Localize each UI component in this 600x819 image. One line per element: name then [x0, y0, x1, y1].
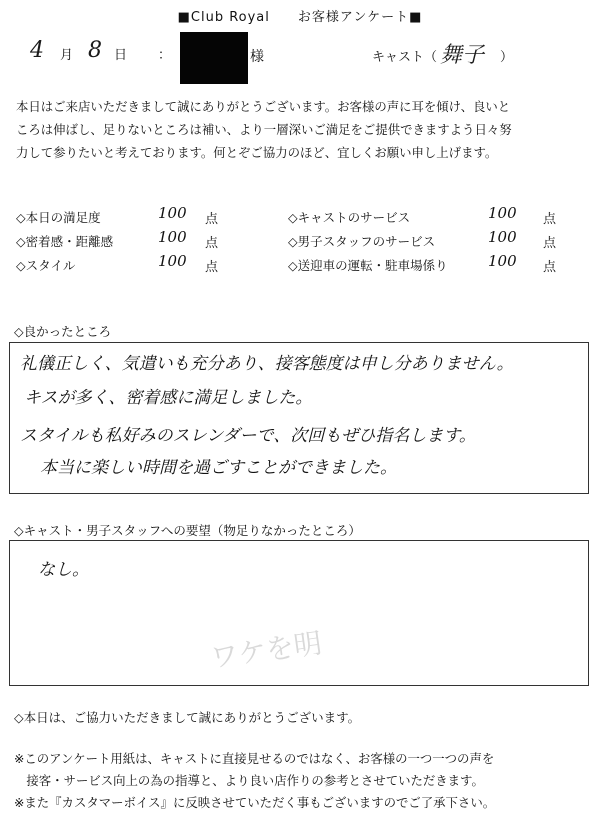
honorific-sama: 様: [250, 49, 264, 65]
note-line: 接客・サービス向上の為の指導と、より良い店作りの参考とさせていただきます。: [14, 773, 484, 788]
intro-paragraph: [16, 95, 596, 164]
rating-label: ◇密着感・距離感: [16, 234, 114, 249]
month-unit: 月: [60, 48, 74, 63]
show-through-text: ワケを明: [208, 626, 324, 675]
cast-name: 舞子: [440, 43, 485, 68]
rating-label: ◇キャストのサービス: [288, 210, 411, 225]
rating-unit: 点: [205, 236, 219, 251]
rating-score: 100: [488, 228, 517, 246]
rating-label: ◇男子スタッフのサービス: [288, 234, 436, 249]
rating-score: 100: [158, 252, 187, 270]
handwritten-line: 本当に楽しい時間を過ごすことができました。: [40, 458, 397, 478]
good-points-box: [9, 342, 589, 494]
handwritten-line: キスが多く、密着感に満足しました。: [24, 388, 313, 408]
handwritten-line: スタイルも私好みのスレンダーで、次回もぜひ指名します。: [20, 426, 476, 446]
handwritten-line: 礼儀正しく、気遣いも充分あり、接客態度は申し分ありません。: [20, 354, 514, 374]
name-colon: ：: [158, 48, 172, 63]
rating-score: 100: [488, 252, 517, 270]
visit-month: 4: [30, 38, 44, 63]
redacted-customer-name: [180, 32, 248, 84]
intro-line: ころは伸ばし、足りないところは補い、より一層深いご満足をご提供できますよう日々努: [16, 122, 512, 137]
rating-score: 100: [158, 204, 187, 222]
good-points-heading: ◇良かったところ: [14, 324, 112, 339]
rating-label: ◇送迎車の運転・駐車場係り: [288, 258, 448, 273]
note-line: ※このアンケート用紙は、キャストに直接見せるのではなく、お客様の一つ一つの声を: [14, 751, 495, 766]
day-unit: 日: [114, 48, 128, 63]
rating-unit: 点: [543, 212, 557, 227]
rating-score: 100: [158, 228, 187, 246]
request-box: [9, 540, 589, 686]
handwritten-answer: なし。: [38, 560, 89, 580]
rating-label: ◇本日の満足度: [16, 210, 101, 225]
rating-unit: 点: [543, 260, 557, 275]
notes: [14, 748, 598, 814]
intro-line: 力して参りたいと考えております。何とぞご協力のほど、宜しくお願い申し上げます。: [16, 145, 498, 160]
cast-label: キャスト（: [372, 50, 438, 65]
intro-line: 本日はご来店いただきまして誠にありがとうございます。お客様の声に耳を傾け、良いと: [16, 99, 511, 114]
rating-label: ◇スタイル: [16, 258, 76, 273]
rating-score: 100: [488, 204, 517, 222]
survey-title: ■Club Royal お客様アンケート■: [177, 10, 423, 25]
rating-unit: 点: [205, 212, 219, 227]
rating-unit: 点: [543, 236, 557, 251]
visit-day: 8: [88, 38, 102, 63]
note-line: ※また『カスタマーボイス』に反映させていただく事もございますのでご了承下さい。: [14, 795, 496, 810]
rating-unit: 点: [205, 260, 219, 275]
cast-close: ）: [500, 50, 514, 65]
thanks-text: ◇本日は、ご協力いただきまして誠にありがとうございます。: [14, 710, 361, 725]
request-heading: ◇キャスト・男子スタッフへの要望（物足りなかったところ）: [14, 523, 361, 538]
